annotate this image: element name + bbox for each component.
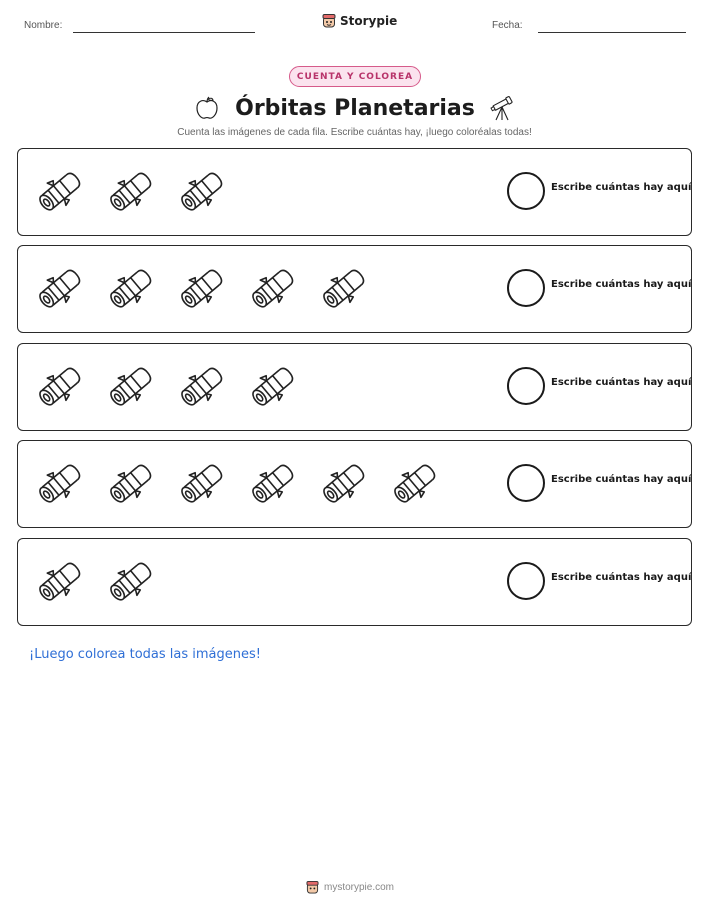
scroll-icon	[314, 258, 385, 320]
scroll-icon	[101, 161, 172, 223]
footer-note: ¡Luego colorea todas las imágenes!	[29, 647, 261, 662]
scroll-icon	[101, 551, 172, 613]
count-row	[17, 148, 692, 236]
activity-badge: CUENTA Y COLOREA	[289, 66, 421, 87]
scroll-icon	[243, 258, 314, 320]
answer-label: Escribe cuántas hay aquí	[551, 182, 692, 193]
answer-circle[interactable]	[507, 269, 545, 307]
answer-circle[interactable]	[507, 464, 545, 502]
scroll-icon	[172, 356, 243, 418]
count-row	[17, 440, 692, 528]
answer-circle[interactable]	[507, 367, 545, 405]
scroll-icon	[172, 258, 243, 320]
row-items	[30, 449, 456, 519]
answer-label: Escribe cuántas hay aquí	[551, 572, 692, 583]
answer-label: Escribe cuántas hay aquí	[551, 474, 692, 485]
page-title	[190, 92, 520, 124]
date-label: Fecha:	[492, 20, 523, 31]
scroll-icon	[243, 356, 314, 418]
telescope-icon	[489, 94, 517, 122]
count-row	[17, 343, 692, 431]
brand	[322, 13, 397, 29]
answer-label: Escribe cuántas hay aquí	[551, 279, 692, 290]
row-items	[30, 547, 172, 617]
name-field[interactable]	[73, 32, 255, 33]
scroll-icon	[101, 258, 172, 320]
scroll-icon	[243, 453, 314, 515]
count-row	[17, 538, 692, 626]
footer-url: mystorypie.com	[324, 882, 395, 893]
scroll-icon	[101, 356, 172, 418]
answer-label: Escribe cuántas hay aquí	[551, 377, 692, 388]
scroll-icon	[314, 453, 385, 515]
name-label: Nombre:	[24, 20, 63, 31]
scroll-icon	[30, 551, 101, 613]
instructions: Cuenta las imágenes de cada fila. Escribe cuántas hay, ¡luego coloréalas todas!	[177, 127, 532, 138]
storypie-logo-icon	[322, 13, 336, 29]
row-items	[30, 157, 243, 227]
date-field[interactable]	[538, 32, 686, 33]
row-items	[30, 254, 385, 324]
scroll-icon	[30, 356, 101, 418]
apple-icon	[193, 94, 221, 122]
answer-circle[interactable]	[507, 562, 545, 600]
row-items	[30, 352, 314, 422]
title-text: Órbitas Planetarias	[235, 95, 475, 121]
scroll-icon	[30, 453, 101, 515]
footer-brand	[306, 880, 394, 895]
scroll-icon	[30, 161, 101, 223]
scroll-icon	[101, 453, 172, 515]
scroll-icon	[385, 453, 456, 515]
scroll-icon	[172, 161, 243, 223]
count-row	[17, 245, 692, 333]
answer-circle[interactable]	[507, 172, 545, 210]
storypie-logo-icon	[306, 880, 319, 895]
scroll-icon	[30, 258, 101, 320]
brand-name: Storypie	[340, 14, 398, 28]
scroll-icon	[172, 453, 243, 515]
